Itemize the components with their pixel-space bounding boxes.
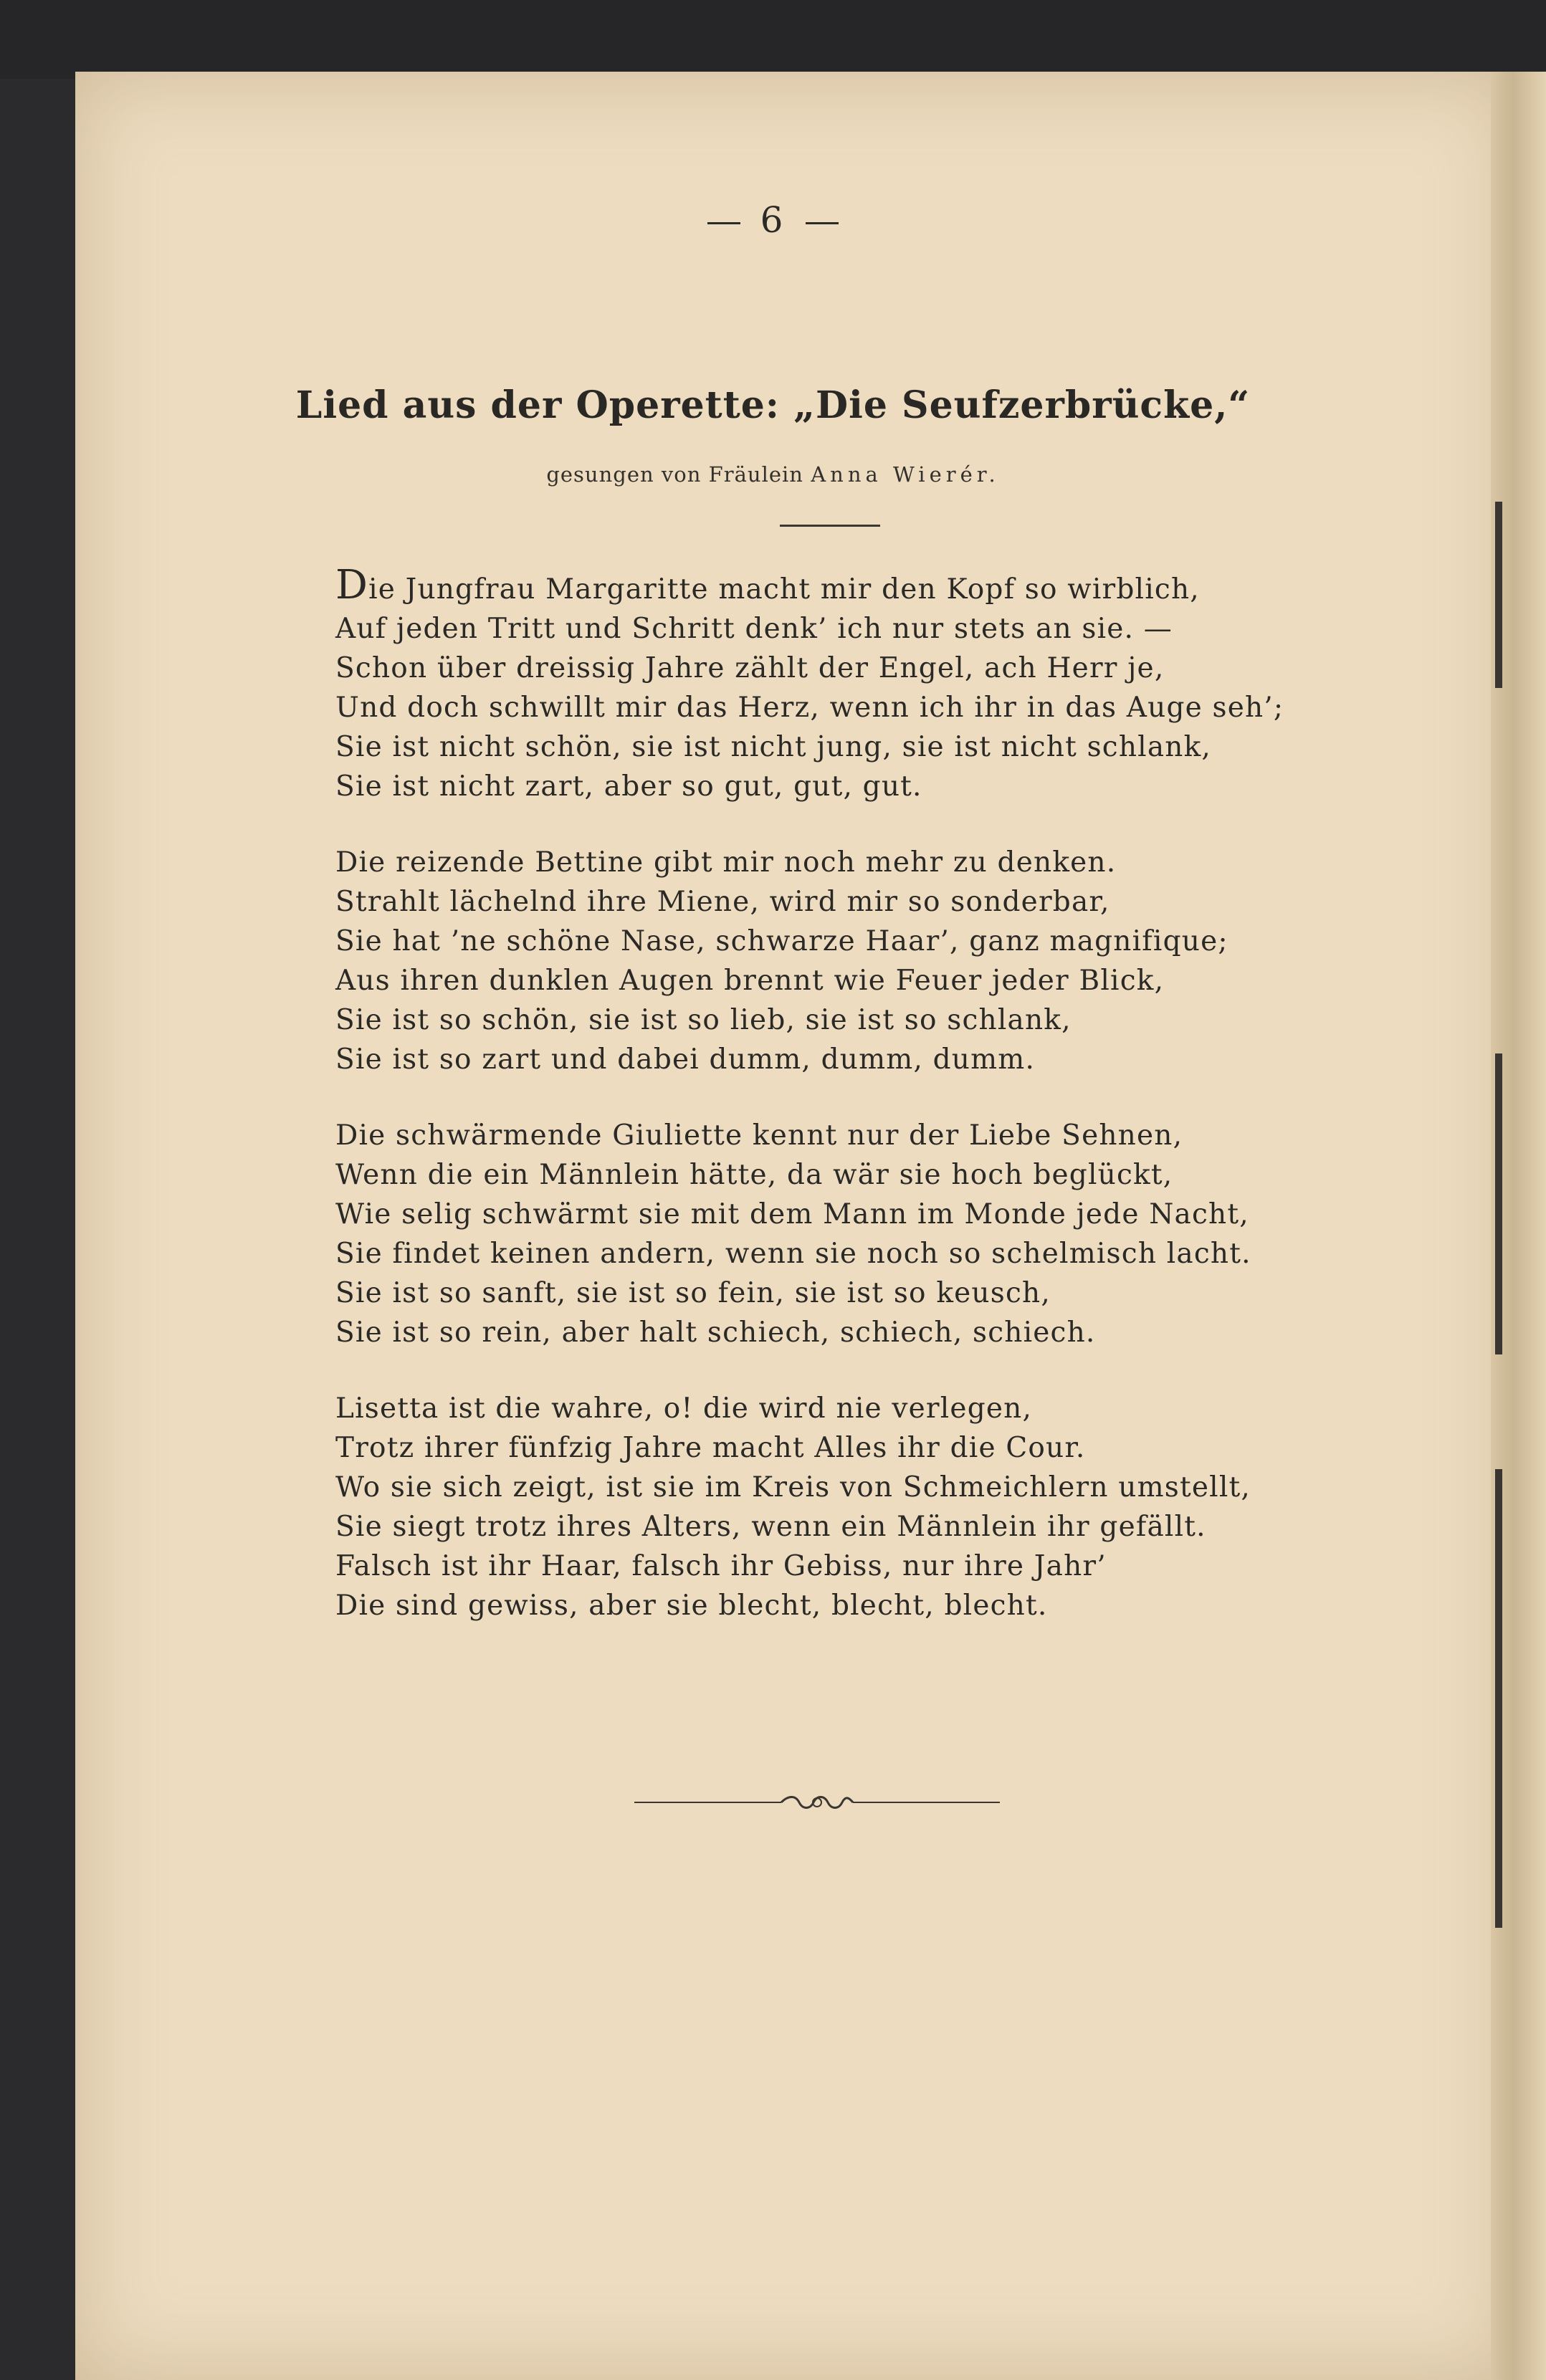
song-subtitle xyxy=(0,462,1546,487)
poem-line: Lisetta ist die wahre, o! die wird nie verlegen, xyxy=(335,1392,1033,1425)
poem-line: Aus ihren dunklen Augen brennt wie Feuer jeder Blick, xyxy=(335,965,1165,997)
stanza-2 xyxy=(335,843,1468,1079)
poem-line: Sie ist so sanft, sie ist so fein, sie ist so keusch, xyxy=(335,1277,1051,1309)
binding-mark xyxy=(1495,1469,1502,1928)
poem-line: Wo sie sich zeigt, ist sie im Kreis von Schmeichlern umstellt, xyxy=(335,1471,1251,1504)
poem-line: Strahlt lächelnd ihre Miene, wird mir so sonderbar, xyxy=(335,886,1110,918)
poem-line: Sie hat ’ne schöne Nase, schwarze Haar’, ganz magnifique; xyxy=(335,925,1228,957)
poem-line: Sie ist so schön, sie ist so lieb, sie ist so schlank, xyxy=(335,1004,1072,1036)
poem-line: Auf jeden Tritt und Schritt denk’ ich nur stets an sie. — xyxy=(335,613,1173,645)
page-number-dash-right xyxy=(806,222,839,224)
poem xyxy=(335,562,1468,1662)
poem-line: Falsch ist ihr Haar, falsch ihr Gebiss, nur ihre Jahr’ xyxy=(335,1550,1107,1582)
stanza-4 xyxy=(335,1389,1468,1625)
end-ornament xyxy=(634,1789,1000,1815)
title-rule xyxy=(780,525,880,527)
poem-line: Die reizende Bettine gibt mir noch mehr zu denken. xyxy=(335,846,1117,879)
poem-line xyxy=(335,562,1468,609)
poem-line: Trotz ihrer fünfzig Jahre macht Alles ihr die Cour. xyxy=(335,1432,1086,1464)
poem-line: Sie ist nicht schön, sie ist nicht jung, sie ist nicht schlank, xyxy=(335,731,1212,763)
singer-name: Anna Wierér. xyxy=(811,462,1000,487)
binding-mark xyxy=(1495,1053,1502,1354)
poem-line: Und doch schwillt mir das Herz, wenn ich ihr in das Auge seh’; xyxy=(335,692,1284,724)
poem-line: Die sind gewiss, aber sie blecht, blecht, blecht. xyxy=(335,1590,1048,1622)
page-number xyxy=(0,199,1546,241)
song-title: Lied aus der Operette: „Die Seufzerbrücke,“ xyxy=(295,383,1251,427)
poem-line: Die schwärmende Giuliette kennt nur der Liebe Sehnen, xyxy=(335,1119,1183,1152)
poem-line: Sie findet keinen andern, wenn sie noch so schelmisch lacht. xyxy=(335,1238,1251,1270)
stanza-1 xyxy=(335,562,1468,806)
binding-mark xyxy=(1495,502,1502,688)
poem-line: Sie siegt trotz ihres Alters, wenn ein Männlein ihr gefällt. xyxy=(335,1511,1206,1543)
poem-line: Sie ist so zart und dabei dumm, dumm, dumm. xyxy=(335,1043,1036,1076)
page-number-dash-left xyxy=(707,222,740,224)
stanza-3 xyxy=(335,1116,1468,1352)
poem-line: Sie ist nicht zart, aber so gut, gut, gut. xyxy=(335,770,922,803)
subtitle-prefix: gesungen von Fräulein xyxy=(546,462,803,487)
poem-line: Wie selig schwärmt sie mit dem Mann im Monde jede Nacht, xyxy=(335,1198,1249,1230)
poem-line: Schon über dreissig Jahre zählt der Engel, ach Herr je, xyxy=(335,652,1165,684)
poem-line: Sie ist so rein, aber halt schiech, schiech, schiech. xyxy=(335,1316,1096,1349)
scan-background xyxy=(0,0,1546,79)
poem-line: Wenn die ein Männlein hätte, da wär sie hoch beglückt, xyxy=(335,1159,1173,1191)
page-number-value: 6 xyxy=(760,199,786,241)
poem-line-text: ie Jungfrau Margaritte macht mir den Kopf so wirblich, xyxy=(368,573,1200,606)
drop-cap: D xyxy=(335,562,369,608)
